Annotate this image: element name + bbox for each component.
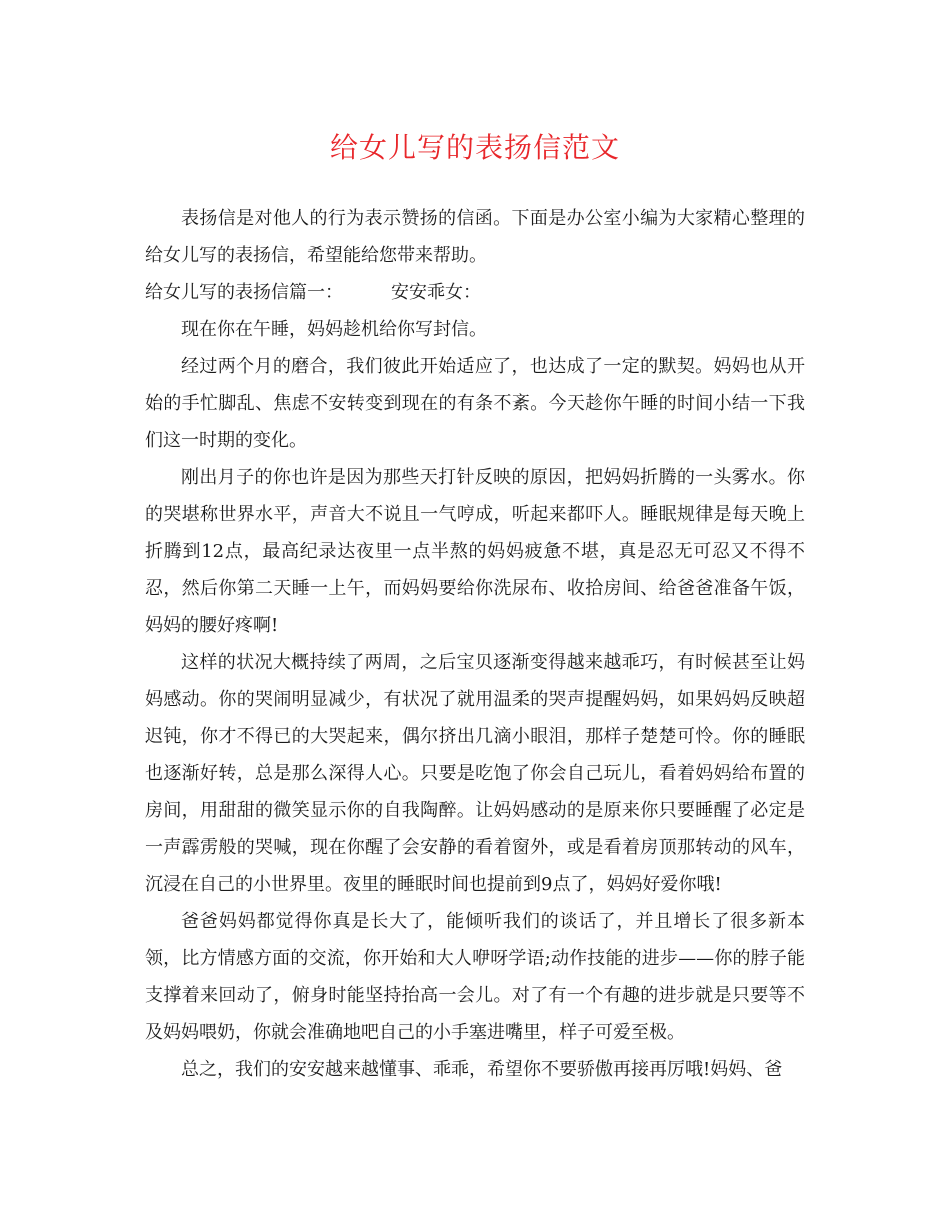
document-title: 给女儿写的表扬信范文 xyxy=(329,131,620,164)
intro-paragraph: 表扬信是对他人的行为表示赞扬的信函。下面是办公室小编为大家精心整理的给女儿写的表扬信，希望能给您带来帮助。 xyxy=(145,208,805,266)
letter-greeting: 安安乖女： xyxy=(391,282,481,303)
section-heading-line xyxy=(145,274,805,311)
body-paragraph: 刚出月子的你也许是因为那些天打针反映的原因，把妈妈折腾的一头雾水。你的哭堪称世界水平，声音大不说且一气哼成，听起来都吓人。睡眠规律是每天晚上折腾到12点，最高纪录达夜里一点半熬的妈妈疲惫不堪，真是忍无可忍又不得不忍，然后你第二天睡一上午，而妈妈要给你洗尿布、收拾房间、给爸爸准备午饭，妈妈的腰好疼啊! xyxy=(145,467,805,636)
body-paragraph: 这样的状况大概持续了两周，之后宝贝逐渐变得越来越乖巧，有时候甚至让妈妈感动。你的哭闹明显减少，有状况了就用温柔的哭声提醒妈妈，如果妈妈反映超迟钝，你才不得已的大哭起来，偶尔挤出几滴小眼泪，那样子楚楚可怜。你的睡眠也逐渐好转，总是那么深得人心。只要是吃饱了你会自己玩儿，看着妈妈给布置的房间，用甜甜的微笑显示你的自我陶醉。让妈妈感动的是原来你只要睡醒了必定是一声霹雳般的哭喊，现在你醒了会安静的看着窗外，或是看着房顶那转动的风车，沉浸在自己的小世界里。夜里的睡眠时间也提前到9点了，妈妈好爱你哦! xyxy=(145,652,805,895)
section-heading: 给女儿写的表扬信篇一： xyxy=(145,282,343,303)
body-paragraph: 经过两个月的磨合，我们彼此开始适应了，也达成了一定的默契。妈妈也从开始的手忙脚乱、焦虑不安转变到现在的有条不紊。今天趁你午睡的时间小结一下我们这一时期的变化。 xyxy=(145,356,805,451)
body-paragraph: 爸爸妈妈都觉得你真是长大了，能倾听我们的谈话了，并且增长了很多新本领，比方情感方面的交流，你开始和大人咿呀学语;动作技能的进步——你的脖子能支撑着来回动了，俯身时能坚持抬高一会儿。对了有一个有趣的进步就是只要等不及妈妈喂奶，你就会准确地吧自己的小手塞进嘴里，样子可爱至极。 xyxy=(145,911,805,1043)
body-paragraph: 总之，我们的安安越来越懂事、乖乖，希望你不要骄傲再接再厉哦!妈妈、爸 xyxy=(181,1059,783,1080)
document-body xyxy=(145,200,805,1088)
body-paragraph: 现在你在午睡，妈妈趁机给你写封信。 xyxy=(181,319,487,340)
